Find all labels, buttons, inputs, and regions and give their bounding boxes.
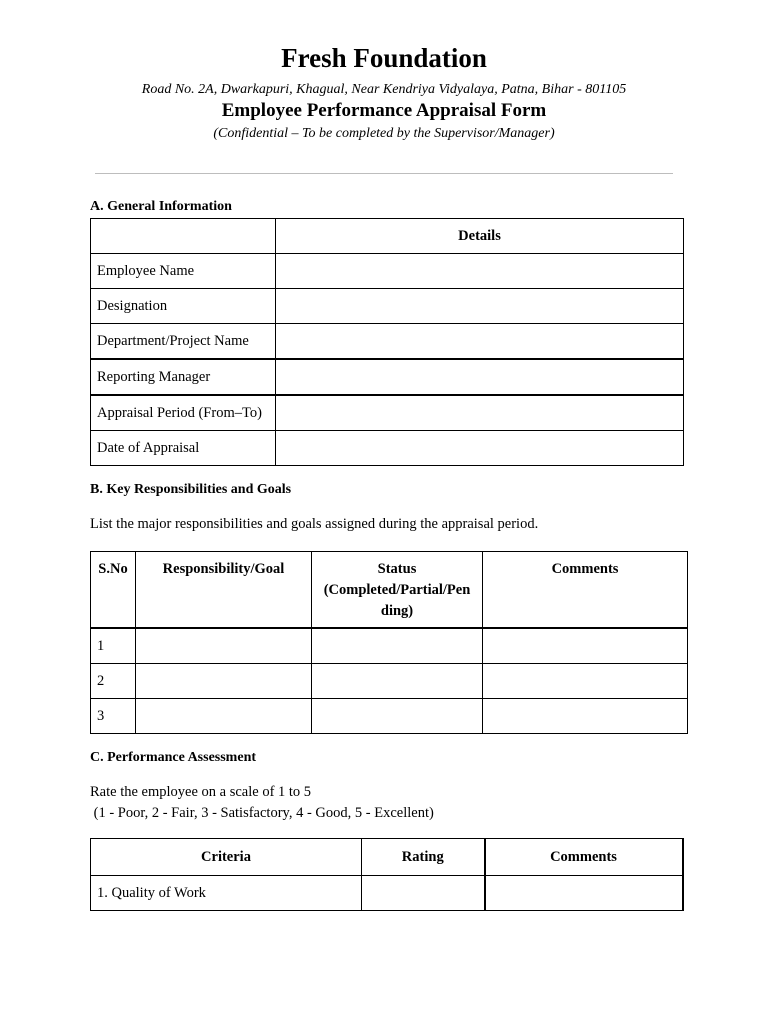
blank-header-cell — [91, 219, 276, 254]
rating-cell[interactable] — [362, 876, 485, 911]
status-cell[interactable] — [312, 664, 483, 699]
status-header-line: (Completed/Partial/Pen — [323, 582, 471, 598]
table-row — [91, 359, 684, 395]
comments-cell[interactable] — [485, 876, 683, 911]
comments-cell[interactable] — [483, 664, 688, 699]
goal-cell[interactable] — [136, 699, 312, 734]
table-row — [91, 395, 684, 431]
status-cell[interactable] — [312, 699, 483, 734]
comments-header: Comments — [485, 839, 683, 876]
date-of-appraisal-field[interactable] — [276, 431, 684, 466]
field-label: Department/Project Name — [91, 324, 276, 360]
table-row — [91, 289, 684, 324]
goal-header: Responsibility/Goal — [136, 552, 312, 629]
rating-header: Rating — [362, 839, 485, 876]
rating-scale-legend: (1 - Poor, 2 - Fair, 3 - Satisfactory, 4 - Good, 5 - Excellent) — [90, 805, 434, 821]
table-row — [91, 664, 688, 699]
status-cell[interactable] — [312, 628, 483, 664]
comments-cell[interactable] — [483, 628, 688, 664]
status-header — [312, 552, 483, 629]
field-label: Designation — [91, 289, 276, 324]
organization-name: Fresh Foundation — [281, 43, 487, 73]
field-label: Reporting Manager — [91, 359, 276, 395]
table-row — [91, 431, 684, 466]
table-header-row — [91, 552, 688, 629]
field-label: Date of Appraisal — [91, 431, 276, 466]
designation-field[interactable] — [276, 289, 684, 324]
sno-header: S.No — [91, 552, 136, 629]
status-header-line: ding) — [380, 603, 414, 619]
comments-cell[interactable] — [483, 699, 688, 734]
field-label: Employee Name — [91, 254, 276, 289]
status-header-line: Status — [377, 561, 417, 577]
section-b-title: B. Key Responsibilities and Goals — [90, 482, 292, 497]
section-c-title: C. Performance Assessment — [90, 750, 257, 765]
section-c-instruction: Rate the employee on a scale of 1 to 5 — [90, 784, 312, 800]
form-title: Employee Performance Appraisal Form — [221, 100, 547, 121]
field-label: Appraisal Period (From–To) — [91, 395, 276, 431]
table-header-row — [91, 839, 683, 876]
criteria-header: Criteria — [91, 839, 362, 876]
row-number: 2 — [91, 664, 136, 699]
header-divider — [95, 173, 673, 174]
table-header-row — [91, 219, 684, 254]
table-row — [91, 628, 688, 664]
comments-header: Comments — [483, 552, 688, 629]
details-header: Details — [276, 219, 684, 254]
form-subtitle: (Confidential – To be completed by the Supervisor/Manager) — [213, 126, 555, 141]
section-b-instruction: List the major responsibilities and goals assigned during the appraisal period. — [90, 516, 539, 532]
row-number: 1 — [91, 628, 136, 664]
goal-cell[interactable] — [136, 628, 312, 664]
general-information-table — [90, 218, 684, 466]
table-row — [91, 876, 683, 911]
table-row — [91, 699, 688, 734]
table-row — [91, 254, 684, 289]
row-number: 3 — [91, 699, 136, 734]
organization-address: Road No. 2A, Dwarkapuri, Khagual, Near Kendriya Vidyalaya, Patna, Bihar - 801105 — [141, 82, 627, 97]
responsibilities-table — [90, 551, 688, 734]
employee-name-field[interactable] — [276, 254, 684, 289]
appraisal-period-field[interactable] — [276, 395, 684, 431]
department-field[interactable] — [276, 324, 684, 360]
table-row — [91, 324, 684, 360]
goal-cell[interactable] — [136, 664, 312, 699]
section-a-title: A. General Information — [90, 199, 232, 214]
performance-assessment-table — [90, 838, 684, 911]
criteria-cell: 1. Quality of Work — [91, 876, 362, 911]
reporting-manager-field[interactable] — [276, 359, 684, 395]
